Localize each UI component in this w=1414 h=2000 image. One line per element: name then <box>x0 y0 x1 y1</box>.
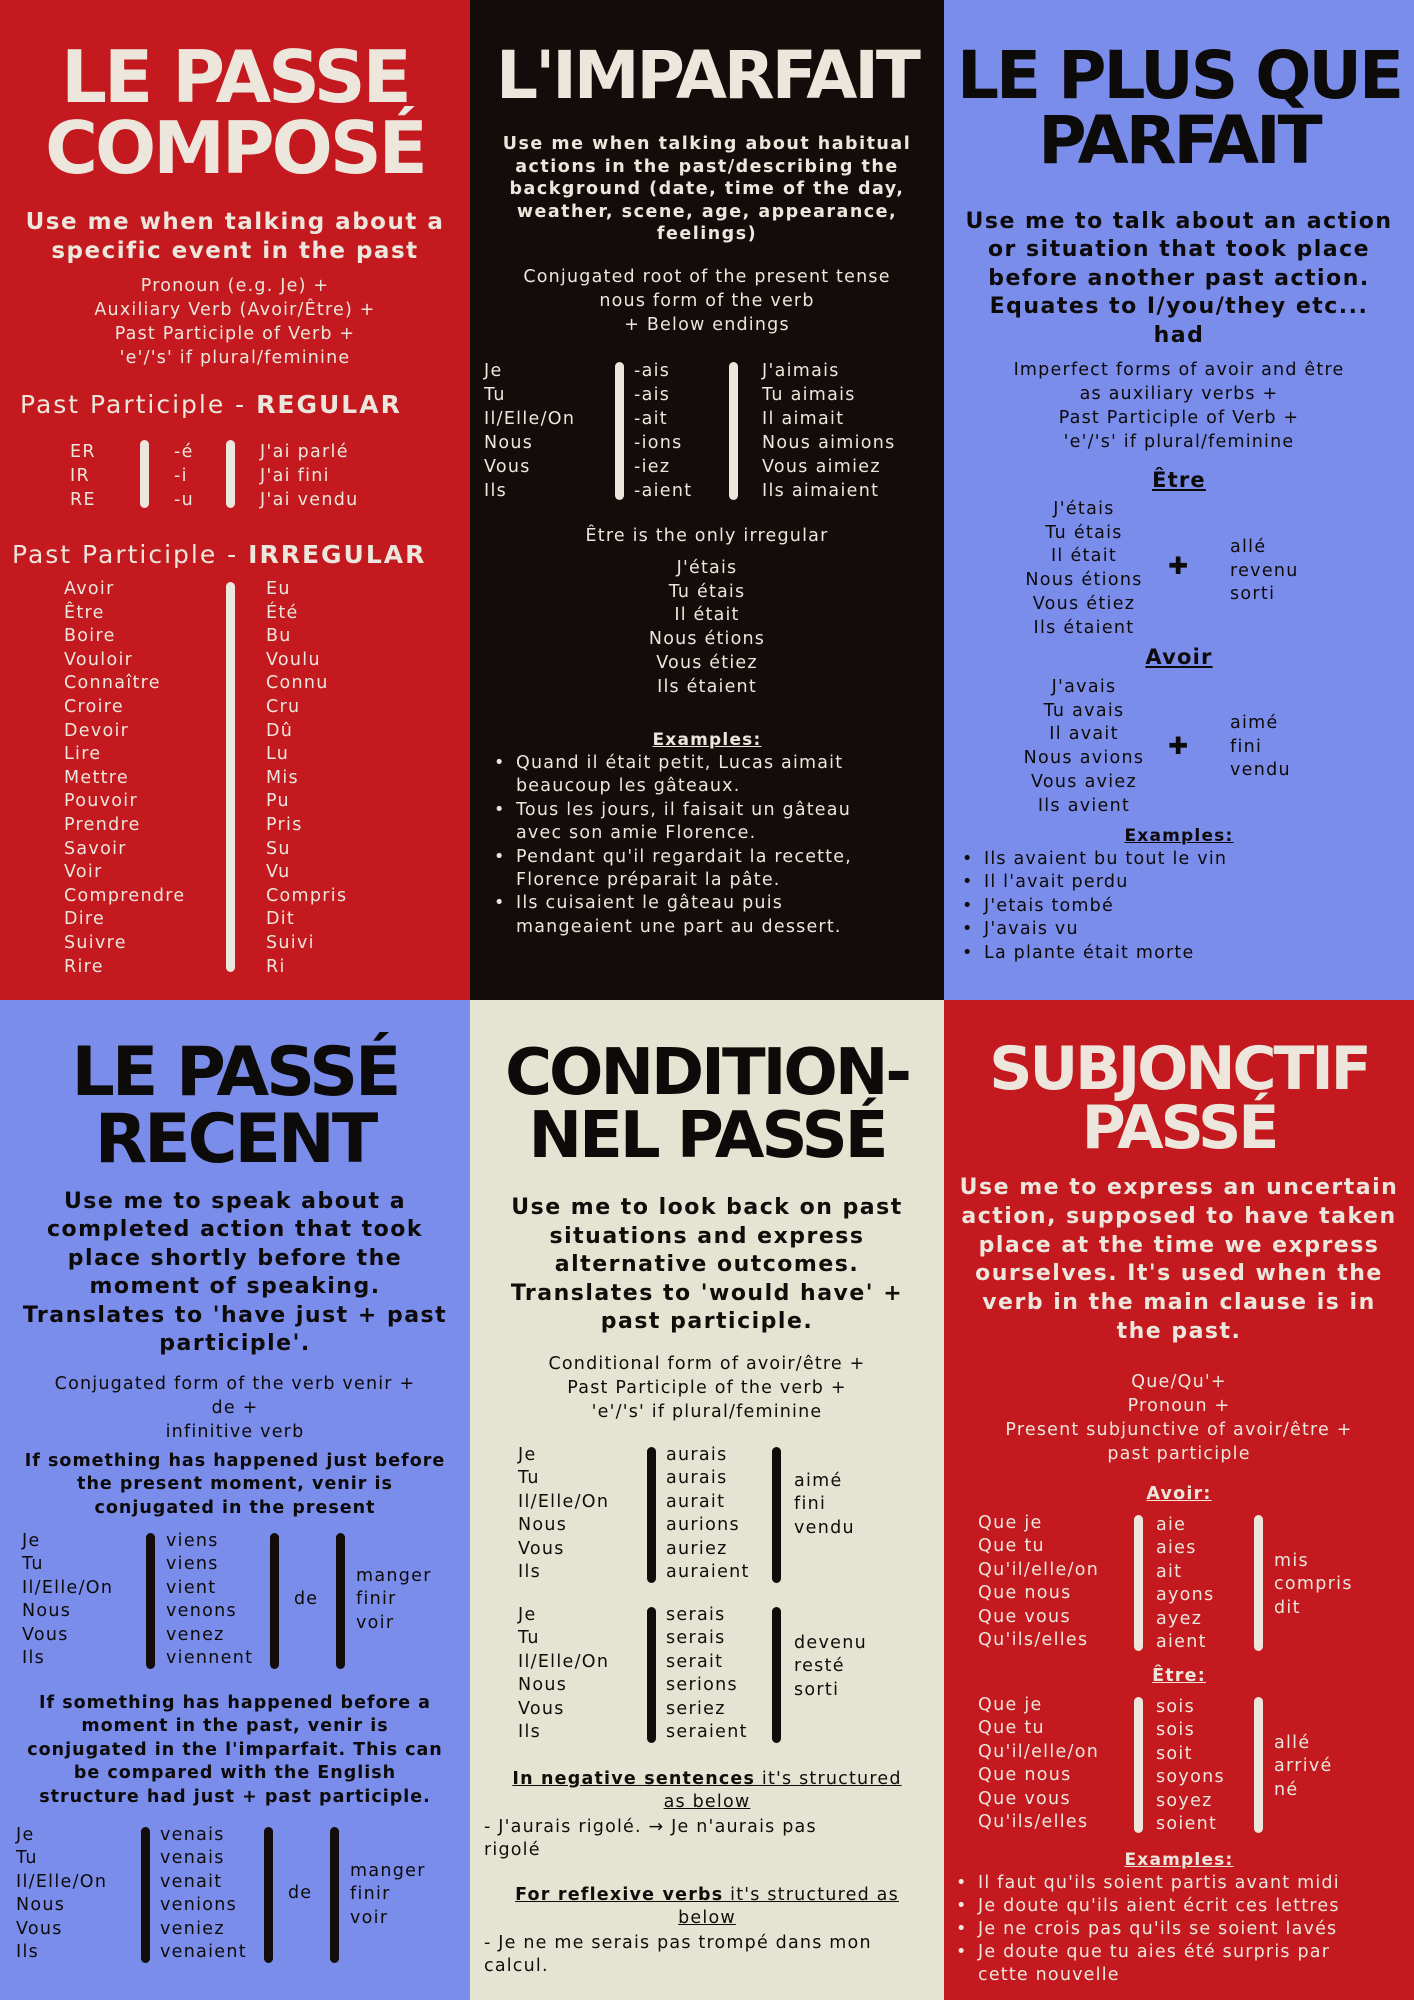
infinitives-present: manger finir voir <box>356 1566 432 1633</box>
subjonctif-usage: Use me to express an uncertain action, supposed to have taken place at the time we express ourselves. It's used when the verb in the main clause is in the past. <box>959 1175 1399 1344</box>
pr-pronouns-imparfait: Je Tu Il/Elle/On Nous Vous Ils <box>16 1825 108 1963</box>
imparfait-note: If something has happened before a moment in the past, venir is conjugated in the l'imparfait. This can be compared with the English structure had just + past participle. <box>27 1693 443 1807</box>
examples-heading: Examples: <box>1124 826 1234 846</box>
irregular-participles: Eu Été Bu Voulu Connu Cru Dû Lu Mis Pu Pris Su Vu Compris Dit Suivi Ri <box>266 579 348 977</box>
list-item: • Pendant qu'il regardait la recette, Florence préparait la pâte. <box>490 846 930 893</box>
etre-heading: Être <box>1152 468 1206 492</box>
pr-pronouns-present: Je Tu Il/Elle/On Nous Vous Ils <box>22 1531 114 1669</box>
irregular-infinitives: Avoir Être Boire Vouloir Connaître Croire Devoir Lire Mettre Pouvoir Prendre Savoir Voir Comprendre Dire Suivre Rire <box>64 579 186 977</box>
imparfait-endings: -ais -ais -ait -ions -iez -aient <box>634 361 693 501</box>
cp-avoir-conj: aurais aurais aurait aurions auriez auraient <box>666 1445 750 1583</box>
list-item: • Ils cuisaient le gâteau puis mangeaient une part au dessert. <box>490 892 930 939</box>
imparfait-title: L'IMPARFAIT <box>496 37 918 114</box>
divider-bar <box>140 440 149 508</box>
list-item: • Je ne crois pas qu'ils se soient lavés <box>952 1918 1408 1941</box>
conditionnel-passe-title: CONDITION- NEL PASSÉ <box>505 1036 909 1173</box>
cp-avoir-participles: aimé fini vendu <box>794 1471 855 1538</box>
divider-bar <box>1254 1697 1263 1833</box>
list-item: • Il faut qu'ils soient partis avant midi <box>952 1872 1408 1895</box>
panel-subjonctif-passe <box>944 1000 1414 2000</box>
imparfait-examples-conj: J'aimais Tu aimais Il aimait Nous aimions Vous aimiez Ils aimaient <box>762 361 896 501</box>
avoir-heading: Avoir <box>1145 645 1213 669</box>
passe-compose-usage: Use me when talking about a specific event in the past <box>25 209 445 264</box>
imparfait-formula: Conjugated root of the present tense nous form of the verb + Below endings <box>523 267 891 335</box>
divider-bar <box>226 582 235 972</box>
plus-que-parfait-usage: Use me to talk about an action or situation that took place before another past action. Equates to I/you/they etc... had <box>965 209 1393 348</box>
divider-bar <box>1254 1515 1263 1651</box>
venir-present: viens viens vient venons venez viennent <box>166 1531 254 1669</box>
pqp-avoir-participles: aimé fini vendu <box>1230 713 1291 781</box>
negative-example: - J'aurais rigolé. → Je n'aurais pas rigolé <box>484 1817 817 1860</box>
panel-passe-compose <box>0 0 470 1000</box>
infinitives-imparfait: manger finir voir <box>350 1861 426 1928</box>
venir-imparfait: venais venais venait venions veniez venaient <box>160 1825 247 1963</box>
regular-examples: J'ai parlé J'ai fini J'ai vendu <box>260 442 359 510</box>
plus-icon: ✚ <box>1168 732 1190 760</box>
panel-imparfait <box>470 0 944 1000</box>
divider-bar <box>647 1447 656 1583</box>
avoir-heading: Avoir: <box>1146 1484 1212 1504</box>
divider-bar <box>270 1533 279 1669</box>
conditionnel-formula: Conditional form of avoir/être + Past Participle of the verb + 'e'/'s' if plural/feminine <box>548 1354 866 1422</box>
list-item: • Je doute qu'ils aient écrit ces lettres <box>952 1895 1408 1918</box>
list-item: • Quand il était petit, Lucas aimait beaucoup les gâteaux. <box>490 752 930 799</box>
pqp-etre-participles: allé revenu sorti <box>1230 537 1299 605</box>
sp-pronouns-etre: Que je Que tu Qu'il/elle/on Que nous Que vous Qu'ils/elles <box>978 1695 1100 1833</box>
divider-bar <box>772 1607 781 1743</box>
divider-bar <box>226 440 235 508</box>
cp-etre-participles: devenu resté sorti <box>794 1633 867 1700</box>
divider-bar <box>330 1827 339 1963</box>
list-item: • Je doute que tu aies été surpris par cette nouvelle <box>952 1941 1408 1987</box>
list-item: • Ils avaient bu tout le vin <box>958 848 1398 871</box>
cp-etre-conj: serais serais serait serions seriez seraient <box>666 1605 748 1743</box>
passe-recent-usage: Use me to speak about a completed action that took place shortly before the moment of speaking. Translates to 'have just + past participle'. <box>22 1189 448 1357</box>
pqp-examples <box>958 848 1398 965</box>
regular-endings: ER IR RE <box>70 442 96 510</box>
plus-que-parfait-title: LE PLUS QUE PARFAIT <box>956 37 1402 179</box>
sp-examples <box>952 1872 1408 1987</box>
cp-pronouns-etre: Je Tu Il/Elle/On Nous Vous Ils <box>518 1605 610 1743</box>
examples-heading: Examples: <box>1124 1850 1234 1870</box>
list-item: • J'etais tombé <box>958 895 1398 918</box>
plus-que-parfait-formula: Imperfect forms of avoir and être as auxiliary verbs + Past Participle of Verb + 'e'/'s' if plural/feminine <box>1013 360 1345 452</box>
list-item: • J'avais vu <box>958 918 1398 941</box>
divider-bar <box>141 1827 150 1963</box>
panel-passe-recent <box>0 1000 470 2000</box>
cp-pronouns-avoir: Je Tu Il/Elle/On Nous Vous Ils <box>518 1445 610 1583</box>
sp-pronouns-avoir: Que je Que tu Qu'il/elle/on Que nous Que vous Qu'ils/elles <box>978 1513 1100 1651</box>
present-note: If something has happened just before the present moment, venir is conjugated in the present <box>24 1451 446 1518</box>
passe-recent-formula: Conjugated form of the verb venir + de + infinitive verb <box>54 1374 416 1442</box>
panel-plus-que-parfait <box>944 0 1414 1000</box>
de-label: de <box>294 1589 319 1609</box>
pqp-etre-conj: J'étais Tu étais Il était Nous étions Vous étiez Ils étaient <box>1025 499 1143 638</box>
divider-bar <box>729 362 738 500</box>
irregular-heading: Past Participle - IRREGULAR <box>12 540 427 569</box>
divider-bar <box>1134 1697 1143 1833</box>
regular-heading: Past Participle - REGULAR <box>20 390 402 419</box>
imparfait-examples <box>490 752 930 939</box>
etre-conjugation: J'étais Tu étais Il était Nous étions Vous étiez Ils étaient <box>648 558 766 697</box>
sp-avoir-participles: mis compris dit <box>1274 1551 1353 1618</box>
negative-heading: In negative sentences it's structured as below <box>512 1769 902 1812</box>
panel-conditionnel-passe <box>470 1000 944 2000</box>
sp-avoir-conj: aie aies ait ayons ayez aient <box>1156 1515 1215 1653</box>
reflexive-example: - Je ne me serais pas trompé dans mon calcul. <box>484 1933 872 1976</box>
imparfait-pronouns: Je Tu Il/Elle/On Nous Vous Ils <box>484 361 576 501</box>
irregular-note: Être is the only irregular <box>585 526 829 546</box>
divider-bar <box>615 362 624 500</box>
passe-compose-title: LE PASSE COMPOSÉ <box>45 35 425 190</box>
plus-icon: ✚ <box>1168 552 1190 580</box>
divider-bar <box>146 1533 155 1669</box>
sp-etre-conj: sois sois soit soyons soyez soient <box>1156 1697 1225 1835</box>
imparfait-usage: Use me when talking about habitual actions in the past/describing the background (date, time of the day, weather, scene, age, appearance, feelings) <box>502 134 912 244</box>
sp-etre-participles: allé arrivé né <box>1274 1733 1333 1800</box>
passe-recent-title: LE PASSÉ RECENT <box>71 1033 399 1179</box>
conditionnel-usage: Use me to look back on past situations and express alternative outcomes. Translates to 'would have' + past participle. <box>510 1195 904 1335</box>
subjonctif-passe-title: SUBJONCTIF PASSÉ <box>989 1034 1369 1163</box>
examples-heading: Examples: <box>652 730 762 750</box>
divider-bar <box>1134 1515 1143 1651</box>
list-item: • Il l'avait perdu <box>958 871 1398 894</box>
list-item: • Tous les jours, il faisait un gâteau avec son amie Florence. <box>490 799 930 846</box>
list-item: • La plante était morte <box>958 942 1398 965</box>
pqp-avoir-conj: J'avais Tu avais Il avait Nous avions Vous aviez Ils avient <box>1023 677 1145 816</box>
subjonctif-formula: Que/Qu'+ Pronoun + Present subjunctive of avoir/être + past participle <box>1005 1372 1353 1464</box>
regular-participles: -é -i -u <box>174 442 195 510</box>
de-label: de <box>288 1883 313 1903</box>
divider-bar <box>264 1827 273 1963</box>
divider-bar <box>336 1533 345 1669</box>
etre-heading: Être: <box>1152 1666 1206 1686</box>
divider-bar <box>647 1607 656 1743</box>
divider-bar <box>772 1447 781 1583</box>
reflexive-heading: For reflexive verbs it's structured as below <box>515 1885 899 1928</box>
passe-compose-formula: Pronoun (e.g. Je) + Auxiliary Verb (Avoir/Être) + Past Participle of Verb + 'e'/'s' if plural/feminine <box>94 276 376 368</box>
